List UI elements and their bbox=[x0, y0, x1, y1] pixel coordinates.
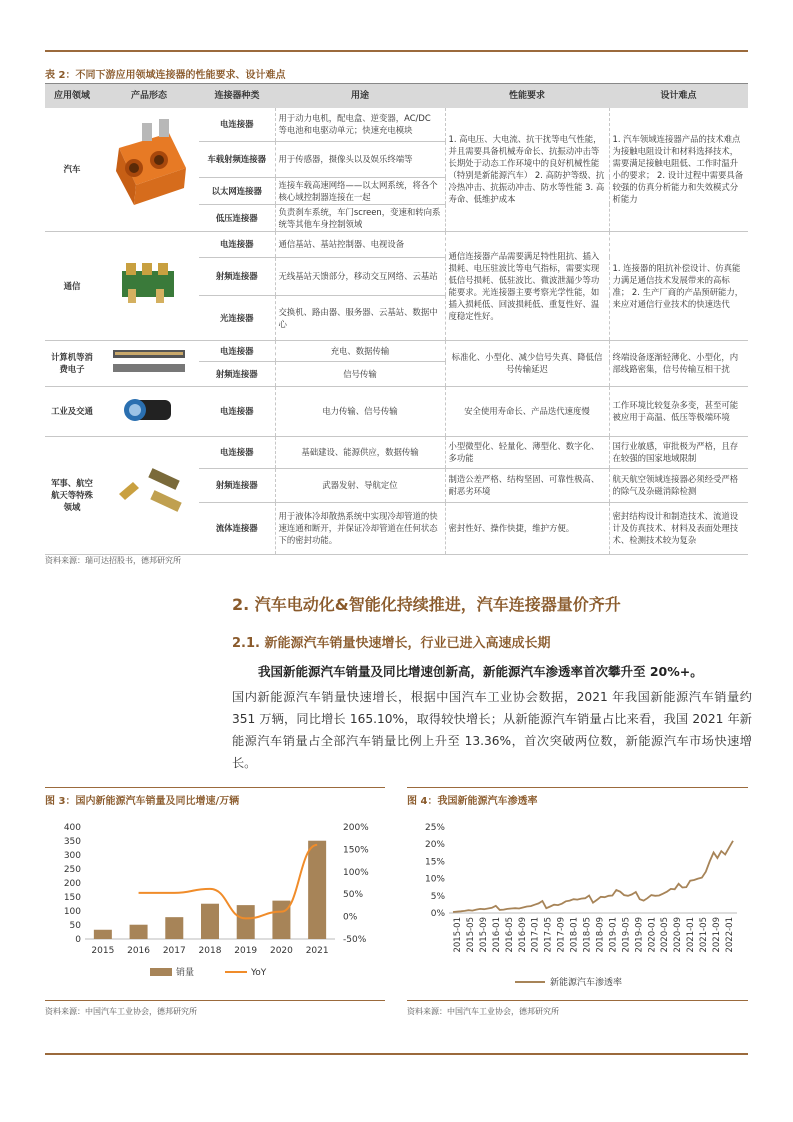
x-tick-label: 2016 bbox=[127, 946, 151, 956]
use-cell: 用于液体冷却散热系统中实现冷却管道的快速连通和断开，并保证冷却管道在任何状态下的密封功能。 bbox=[275, 502, 445, 554]
x-tick-label: 2021-09 bbox=[712, 917, 723, 953]
y-tick-label: 150 bbox=[63, 893, 81, 903]
x-tick-label: 2019-01 bbox=[608, 917, 619, 953]
fig3-bottom-rule bbox=[45, 1000, 385, 1001]
perf-cell: 制造公差严格、结构坚固、可靠性极高、耐恶劣环境 bbox=[445, 468, 609, 502]
perf-cell: 小型微型化、轻量化、薄型化、数字化、多功能 bbox=[445, 436, 609, 468]
perf-cell: 密封性好、操作快捷，维护方便。 bbox=[445, 502, 609, 554]
fig4-bottom-rule bbox=[407, 1000, 748, 1001]
y-tick-label: 50 bbox=[69, 921, 81, 931]
kind-cell: 车载射频连接器 bbox=[199, 141, 275, 177]
table-header bbox=[45, 84, 748, 109]
legend-label: 新能源汽车渗透率 bbox=[550, 978, 623, 988]
diff-cell: 航天航空领域连接器必须经受严格的除气及杂磁消除检测 bbox=[609, 468, 748, 502]
header-cell: 产品形态 bbox=[99, 84, 199, 109]
perf-cell: 通信连接器产品需要满足特性阻抗、插入损耗、电压驻波比等电气指标，需要实现低信号损耗、低驻波比、微波泄漏少等功能要求。光连接器主要考察光学性能，如插入损耗低、回波损耗低、重复性好、温度稳定性好。 bbox=[445, 231, 609, 340]
x-tick-label: 2019-05 bbox=[621, 917, 632, 953]
x-tick-label: 2020-05 bbox=[660, 917, 671, 953]
spec-table bbox=[45, 83, 748, 555]
use-cell: 武器发射、导航定位 bbox=[275, 468, 445, 502]
header-cell: 连接器种类 bbox=[199, 84, 275, 109]
x-tick-label: 2020-01 bbox=[647, 917, 658, 953]
x-tick-label: 2017-05 bbox=[543, 917, 554, 953]
x-tick-label: 2021-01 bbox=[686, 917, 697, 953]
kind-cell: 射频连接器 bbox=[199, 257, 275, 295]
product-image-cell bbox=[99, 340, 199, 386]
product-image-cell bbox=[99, 108, 199, 231]
use-cell: 无线基站天馈部分，移动交互网络、云基站 bbox=[275, 257, 445, 295]
fig3-caption: 图 3：国内新能源汽车销量及同比增速/万辆 bbox=[45, 796, 240, 807]
x-tick-label: 2017-01 bbox=[530, 917, 541, 953]
kind-cell: 光连接器 bbox=[199, 295, 275, 340]
bar bbox=[237, 905, 255, 939]
header-cell: 性能要求 bbox=[445, 84, 609, 109]
x-tick-label: 2015-05 bbox=[465, 917, 476, 953]
y2-tick-label: 50% bbox=[343, 890, 364, 901]
perf-cell: 标准化、小型化、减少信号失真、降低信号传输延迟 bbox=[445, 340, 609, 386]
y-tick-label: 25% bbox=[424, 823, 445, 833]
kind-cell: 电连接器 bbox=[199, 436, 275, 468]
kind-cell: 射频连接器 bbox=[199, 468, 275, 502]
header-cell: 设计难点 bbox=[609, 84, 748, 109]
perf-cell: 1. 高电压、大电流、抗干扰等电气性能，并且需要具备机械寿命长、抗振动冲击等长期处于动态工作环境中的良好机械性能（特别是新能源汽车） 2. 高防护等级、抗冷热冲击、抗振动冲击、防水等性能 3. 高寿命、低维护成本 bbox=[445, 108, 609, 231]
bar bbox=[308, 841, 326, 939]
kind-cell: 以太网连接器 bbox=[199, 177, 275, 204]
fig3-top-rule bbox=[45, 787, 385, 788]
kind-cell: 电连接器 bbox=[199, 386, 275, 436]
table-row bbox=[45, 340, 748, 362]
x-tick-label: 2021-05 bbox=[699, 917, 710, 953]
computer-connector-image bbox=[109, 342, 189, 382]
table-row bbox=[45, 108, 748, 141]
product-image-cell bbox=[99, 436, 199, 554]
header-cell: 用途 bbox=[275, 84, 445, 109]
industrial-connector-image bbox=[119, 388, 179, 432]
y2-tick-label: 150% bbox=[343, 845, 369, 856]
use-cell: 交换机、路由器、服务器、云基站、数据中心 bbox=[275, 295, 445, 340]
x-tick-label: 2020-09 bbox=[673, 917, 684, 953]
x-tick-label: 2019-09 bbox=[634, 917, 645, 953]
x-tick-label: 2018-09 bbox=[595, 917, 606, 953]
bar bbox=[272, 901, 290, 939]
x-tick-label: 2015 bbox=[91, 946, 115, 956]
legend-label: YoY bbox=[251, 968, 267, 978]
legend-label: 销量 bbox=[176, 968, 195, 978]
y-tick-label: 350 bbox=[63, 837, 81, 847]
use-cell: 连接车载高速网络——以太网系统，将各个核心域控制器连接在一起 bbox=[275, 177, 445, 204]
field-cell: 计算机等消费电子 bbox=[45, 340, 99, 386]
bar bbox=[165, 917, 183, 939]
table-row bbox=[45, 436, 748, 468]
x-tick-label: 2018 bbox=[198, 946, 222, 956]
use-cell: 电力传输、信号传输 bbox=[275, 386, 445, 436]
kind-cell: 射频连接器 bbox=[199, 362, 275, 386]
perf-cell: 安全使用寿命长、产品迭代速度慢 bbox=[445, 386, 609, 436]
x-tick-label: 2017-09 bbox=[556, 917, 567, 953]
table-row bbox=[45, 386, 748, 436]
fig3-source: 资料来源：中国汽车工业协会，德邦研究所 bbox=[45, 1007, 197, 1016]
y-tick-label: 20% bbox=[424, 840, 445, 851]
y-tick-label: 400 bbox=[63, 823, 81, 833]
field-cell: 工业及交通 bbox=[45, 386, 99, 436]
table-row bbox=[45, 231, 748, 257]
section-heading: 2. 汽车电动化&智能化持续推进，汽车连接器量价齐升 bbox=[232, 595, 621, 614]
y-tick-label: 300 bbox=[63, 851, 81, 861]
table-caption: 表 2：不同下游应用领域连接器的性能要求、设计难点 bbox=[45, 70, 286, 81]
header-cell: 应用领域 bbox=[45, 84, 99, 109]
y2-tick-label: -50% bbox=[343, 935, 367, 945]
x-tick-label: 2016-01 bbox=[491, 917, 502, 953]
fig4-top-rule bbox=[407, 787, 748, 788]
x-tick-label: 2015-09 bbox=[478, 917, 489, 953]
field-cell: 通信 bbox=[45, 231, 99, 340]
diff-cell: 1. 汽车领域连接器产品的技术难点为接触电阻设计和材料选择技术，需要满足接触电阻低、工作时温升小的要求； 2. 设计过程中需要具备较强的仿真分析能力和失效模式分析能力 bbox=[609, 108, 748, 231]
fig4-caption: 图 4：我国新能源汽车渗透率 bbox=[407, 796, 538, 807]
body-paragraph: 国内新能源汽车销量快速增长，根据中国汽车工业协会数据，2021 年我国新能源汽车销量约 351 万辆，同比增长 165.10%，取得较快增长；从新能源汽车销量占比来看，我国 2021 年新能源汽车销量占全部汽车销量比例上升至 13.36%，首次突破两位数，新能源汽车市场快速增长。 bbox=[232, 690, 752, 770]
product-image-cell bbox=[99, 386, 199, 436]
kind-cell: 低压连接器 bbox=[199, 204, 275, 231]
kind-cell: 电连接器 bbox=[199, 108, 275, 141]
y-tick-label: 0 bbox=[75, 935, 81, 945]
diff-cell: 国行业敏感，审批极为严格，且存在较强的国家地域限制 bbox=[609, 436, 748, 468]
field-cell: 汽车 bbox=[45, 108, 99, 231]
field-cell: 军事、航空航天等特殊领域 bbox=[45, 436, 99, 554]
product-image-cell bbox=[99, 231, 199, 340]
y-tick-label: 100 bbox=[63, 907, 81, 917]
penetration-chart bbox=[407, 815, 748, 1005]
top-rule bbox=[45, 50, 748, 52]
telecom-connector-image bbox=[114, 249, 184, 319]
x-tick-label: 2018-05 bbox=[582, 917, 593, 953]
diff-cell: 终端设备逐渐轻薄化、小型化，内部线路密集，信号传输互相干扰 bbox=[609, 340, 748, 386]
y-tick-label: 10% bbox=[424, 874, 445, 885]
y2-tick-label: 100% bbox=[343, 867, 369, 878]
bar bbox=[94, 930, 112, 939]
legend-swatch-bars bbox=[150, 968, 172, 976]
use-cell: 基础建设、能源供应，数据传输 bbox=[275, 436, 445, 468]
y2-tick-label: 0% bbox=[343, 912, 358, 923]
x-tick-label: 2021 bbox=[305, 946, 329, 956]
x-tick-label: 2018-01 bbox=[569, 917, 580, 953]
x-tick-label: 2016-09 bbox=[517, 917, 528, 953]
auto-connector-image bbox=[104, 113, 194, 223]
y-tick-label: 5% bbox=[430, 891, 445, 902]
use-cell: 充电、数据传输 bbox=[275, 340, 445, 362]
use-cell: 用于传感器，摄像头以及娱乐终端等 bbox=[275, 141, 445, 177]
subsection-heading: 2.1. 新能源汽车销量快速增长，行业已进入高速成长期 bbox=[232, 636, 551, 651]
fig4-source: 资料来源：中国汽车工业协会，德邦研究所 bbox=[407, 1007, 559, 1016]
use-cell: 通信基站、基站控制器、电视设备 bbox=[275, 231, 445, 257]
y-tick-label: 15% bbox=[424, 857, 445, 868]
y-tick-label: 200 bbox=[63, 879, 81, 889]
x-tick-label: 2016-05 bbox=[504, 917, 515, 953]
table-source: 资料来源：瑞可达招股书，德邦研究所 bbox=[45, 556, 181, 565]
military-connector-image bbox=[109, 464, 189, 524]
penetration-line bbox=[453, 841, 733, 912]
x-tick-label: 2020 bbox=[269, 946, 293, 956]
y2-tick-label: 200% bbox=[343, 823, 369, 833]
lead-sentence: 我国新能源汽车销量及同比增速创新高，新能源汽车渗透率首次攀升至 20%+。 bbox=[258, 664, 703, 679]
diff-cell: 工作环境比较复杂多变，甚至可能被应用于高温、低压等极端环境 bbox=[609, 386, 748, 436]
kind-cell: 电连接器 bbox=[199, 340, 275, 362]
kind-cell: 流体连接器 bbox=[199, 502, 275, 554]
use-cell: 负责刹车系统，车门screen，变速和转向系统等其他车身控制领域 bbox=[275, 204, 445, 231]
x-tick-label: 2019 bbox=[234, 946, 258, 956]
bar bbox=[130, 925, 148, 939]
sales-chart bbox=[45, 815, 385, 1005]
diff-cell: 密封结构设计和制造技术、流道设计及仿真技术、材料及表面处理技术、检测技术较为复杂 bbox=[609, 502, 748, 554]
kind-cell: 电连接器 bbox=[199, 231, 275, 257]
bottom-rule bbox=[45, 1053, 748, 1055]
bar bbox=[201, 904, 219, 939]
x-tick-label: 2015-01 bbox=[453, 917, 463, 953]
y-tick-label: 250 bbox=[63, 865, 81, 875]
diff-cell: 1. 连接器的阻抗补偿设计、仿真能力满足通信技术发展带来的高标准； 2. 生产厂商的产品预研能力，来应对通信行业技术的快速迭代 bbox=[609, 231, 748, 340]
use-cell: 信号传输 bbox=[275, 362, 445, 386]
y-tick-label: 0% bbox=[430, 909, 445, 919]
use-cell: 用于动力电机，配电盒、逆变器，AC/DC 等电池和电驱动单元；快速充电模块 bbox=[275, 108, 445, 141]
x-tick-label: 2022-01 bbox=[725, 917, 735, 953]
x-tick-label: 2017 bbox=[162, 946, 186, 956]
